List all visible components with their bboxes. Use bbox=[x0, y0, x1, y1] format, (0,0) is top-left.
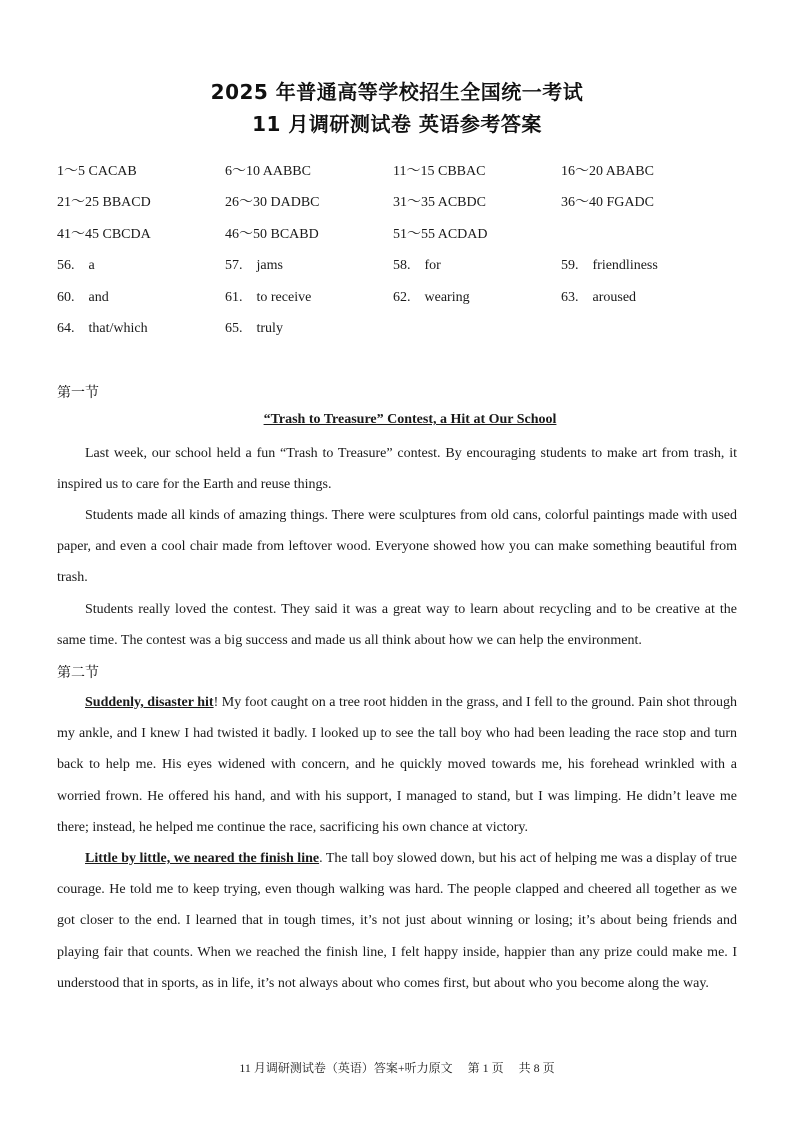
answer-cell bbox=[57, 286, 109, 310]
question-range: 51～55 bbox=[393, 226, 435, 242]
answer-key: FGADC bbox=[606, 195, 654, 211]
page-footer bbox=[0, 1059, 794, 1076]
answer-row bbox=[57, 223, 757, 254]
answer-cell bbox=[225, 286, 311, 310]
question-number: 56. bbox=[57, 258, 75, 274]
answer-grid bbox=[57, 160, 757, 348]
answer-cell bbox=[393, 160, 485, 184]
footer-page-number: 第 1 页 bbox=[467, 1061, 504, 1075]
answer-cell bbox=[57, 317, 148, 341]
answer-cell bbox=[225, 254, 283, 278]
answer-key: friendliness bbox=[592, 258, 658, 274]
essay-paragraph: Students really loved the contest. They said it was a great way to learn about recycling and to be creative at the same time. The contest was a big success and made us all think about how we can help the environment. bbox=[57, 602, 737, 649]
answer-cell bbox=[57, 160, 137, 184]
answer-cell bbox=[561, 254, 658, 278]
answer-cell bbox=[57, 223, 151, 247]
page-subtitle: 11 月调研测试卷 英语参考答案 bbox=[252, 112, 542, 136]
question-number: 63. bbox=[561, 289, 579, 305]
answer-key: truly bbox=[256, 320, 283, 336]
question-number: 57. bbox=[225, 258, 243, 274]
question-range: 26～30 bbox=[225, 195, 267, 211]
question-range: 21～25 bbox=[57, 195, 99, 211]
question-range: 31～35 bbox=[393, 195, 435, 211]
question-range: 1～5 bbox=[57, 164, 85, 179]
answer-key: ACBDC bbox=[437, 195, 486, 211]
question-number: 64. bbox=[57, 320, 75, 336]
essay-title: “Trash to Treasure” Contest, a Hit at Our School bbox=[263, 412, 557, 427]
answer-key: CBCDA bbox=[102, 226, 151, 242]
answer-key: to receive bbox=[256, 289, 312, 305]
answer-key: CBBAC bbox=[437, 164, 486, 179]
question-number: 60. bbox=[57, 289, 75, 305]
answer-key: BCABD bbox=[270, 226, 319, 242]
question-number: 65. bbox=[225, 320, 243, 336]
answer-cell bbox=[393, 254, 441, 278]
question-range: 46～50 bbox=[225, 226, 267, 242]
answer-key: jams bbox=[256, 258, 283, 274]
answer-cell bbox=[57, 254, 95, 278]
answer-cell bbox=[225, 191, 320, 215]
answer-row bbox=[57, 317, 757, 348]
answer-key: BBACD bbox=[102, 195, 151, 211]
answer-cell bbox=[561, 286, 636, 310]
answer-key: that/which bbox=[88, 320, 148, 336]
answer-key: DADBC bbox=[270, 195, 320, 211]
paragraph-body: ! My foot caught on a tree root hidden in the grass, and I fell to the ground. Pain shot through my ankle, and I knew I had twisted it badly. I looked up to see the tall boy who had been leading the race stop and turn back to help me. His eyes widened with concern, and he quickly moved towards me, his forehead wrinkled with a worried frown. He offered his hand, and with his support, I managed to stand, but I was limping. He didn’t leave me there; instead, he helped me continue the race, sacrificing his own chance at victory. bbox=[57, 695, 737, 835]
answer-cell bbox=[561, 191, 654, 215]
footer-doc-title: 11 月调研测试卷（英语）答案+听力原文 bbox=[239, 1061, 453, 1075]
continuation-paragraph bbox=[57, 843, 737, 999]
answer-key: a bbox=[88, 258, 95, 274]
answer-cell bbox=[225, 160, 311, 184]
answer-key: for bbox=[424, 258, 441, 274]
paragraph-lead: Suddenly, disaster hit bbox=[85, 695, 214, 710]
answer-row bbox=[57, 160, 757, 191]
paragraph-lead: Little by little, we neared the finish line bbox=[85, 851, 320, 866]
answer-key: CACAB bbox=[88, 164, 137, 179]
question-range: 36～40 bbox=[561, 195, 603, 211]
essay-paragraph: Last week, our school held a fun “Trash to Treasure” contest. By encouraging students to make art from trash, it inspired us to care for the Earth and reuse things. bbox=[57, 446, 737, 493]
section-label-1: 第一节 bbox=[57, 385, 99, 401]
answer-cell bbox=[393, 191, 486, 215]
answer-key: aroused bbox=[592, 289, 637, 305]
page-title: 2025 年普通高等学校招生全国统一考试 bbox=[210, 80, 584, 104]
question-range: 41～45 bbox=[57, 226, 99, 242]
answer-cell bbox=[225, 317, 283, 341]
footer-page-total: 共 8 页 bbox=[518, 1061, 555, 1075]
answer-cell bbox=[393, 286, 470, 310]
answer-cell bbox=[561, 160, 654, 184]
answer-cell bbox=[393, 223, 488, 247]
answer-key: and bbox=[88, 289, 109, 305]
answer-row bbox=[57, 254, 757, 285]
paragraph-body: . The tall boy slowed down, but his act of helping me was a display of true courage. He told me to keep trying, even though walking was hard. The people clapped and cheered all together as we got closer to the end. I learned that in tough times, it’s not just about winning or losing; it’s about being friends and playing fair that counts. When we reached the finish line, I felt happy inside, happier than any prize could make me. I understood that in sports, as in life, it’s not always about who comes first, but about who you become along the way. bbox=[57, 851, 737, 991]
question-range: 11～15 bbox=[393, 164, 435, 179]
answer-key: ABABC bbox=[605, 164, 654, 179]
question-number: 62. bbox=[393, 289, 411, 305]
question-range: 6～10 bbox=[225, 164, 260, 179]
continuation-paragraph bbox=[57, 687, 737, 843]
answer-row bbox=[57, 191, 757, 222]
question-number: 61. bbox=[225, 289, 243, 305]
answer-key: ACDAD bbox=[437, 226, 488, 242]
answer-cell bbox=[225, 223, 319, 247]
answer-row bbox=[57, 286, 757, 317]
answer-key: AABBC bbox=[262, 164, 311, 179]
answer-key: wearing bbox=[424, 289, 470, 305]
section-label-2: 第二节 bbox=[57, 665, 99, 681]
answer-cell bbox=[57, 191, 151, 215]
question-range: 16～20 bbox=[561, 164, 603, 179]
question-number: 58. bbox=[393, 258, 411, 274]
question-number: 59. bbox=[561, 258, 579, 274]
essay-paragraph: Students made all kinds of amazing things. There were sculptures from old cans, colorful paintings made with used paper, and even a cool chair made from leftover wood. Everyone showed how you can make something beautiful from trash. bbox=[57, 508, 737, 586]
